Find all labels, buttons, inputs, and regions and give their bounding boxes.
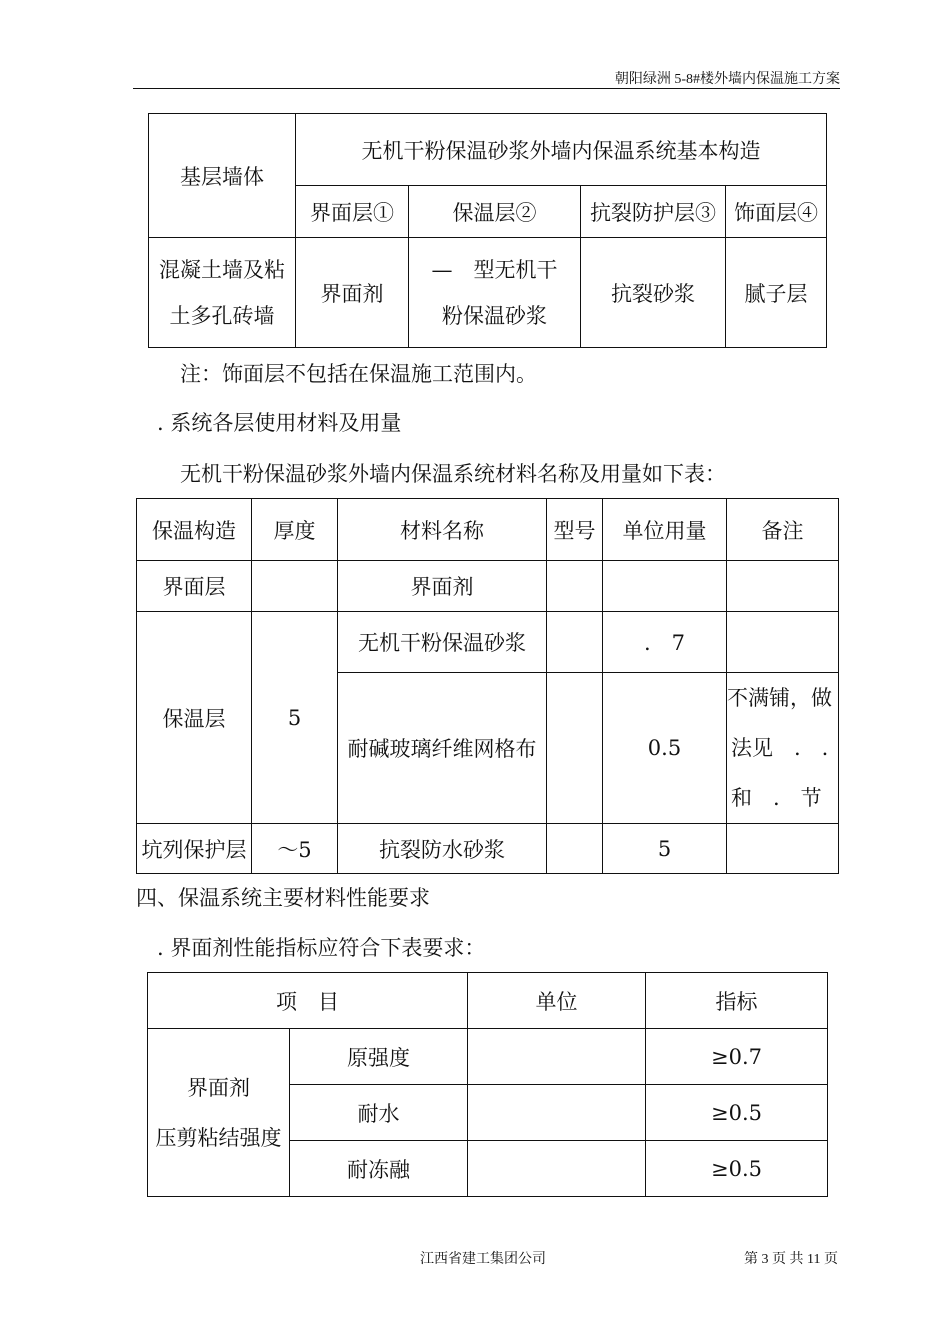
section-materials-heading: . 系统各层使用材料及用量 <box>157 411 402 435</box>
fiberglass-mesh-usage: 0.5 <box>603 673 727 824</box>
layer-insulation: 保温层② <box>409 186 581 238</box>
insulation-mortar-material: 无机干粉保温砂浆 <box>338 612 547 673</box>
interface-intro: . 界面剂性能指标应符合下表要求： <box>157 936 486 960</box>
layer-finish: 饰面层④ <box>726 186 827 238</box>
interface-layer-cell: 界面层 <box>137 561 252 612</box>
item-original-strength: 原强度 <box>290 1029 468 1085</box>
base-wall-line1: 混凝土墙及粘 <box>159 257 285 282</box>
putty-cell: 腻子层 <box>726 238 827 348</box>
materials-intro: 无机干粉保温砂浆外墙内保温系统材料名称及用量如下表： <box>180 462 726 486</box>
bond-strength-group: 界面剂 压剪粘结强度 <box>148 1029 290 1197</box>
header-remark: 备注 <box>727 499 839 561</box>
insulation-mortar-usage: . 7 <box>603 612 727 673</box>
value-original-strength: ≥0.7 <box>646 1029 828 1085</box>
item-water-resistance: 耐水 <box>290 1085 468 1141</box>
header-index: 指标 <box>646 973 828 1029</box>
interface-spec-table <box>147 972 828 1197</box>
header-model: 型号 <box>547 499 603 561</box>
header-thickness: 厚度 <box>252 499 338 561</box>
insulation-mortar-cell <box>409 238 581 348</box>
interface-agent-material: 界面剂 <box>338 561 547 612</box>
construction-table <box>148 113 827 348</box>
value-freeze-thaw: ≥0.5 <box>646 1141 828 1197</box>
crack-mortar-cell: 抗裂砂浆 <box>581 238 726 348</box>
header-material: 材料名称 <box>338 499 547 561</box>
base-wall-cell <box>149 238 296 348</box>
protective-layer-cell: 坑列保护层 <box>137 824 252 874</box>
base-wall-header: 基层墙体 <box>149 114 296 238</box>
footer-page-number: 第 3 页 共 11 页 <box>744 1252 838 1267</box>
waterproof-mortar-material: 抗裂防水砂浆 <box>338 824 547 874</box>
interface-agent-cell: 界面剂 <box>296 238 409 348</box>
header-construct: 保温构造 <box>137 499 252 561</box>
header-rule <box>133 88 840 89</box>
header-unit: 单位 <box>468 973 646 1029</box>
layer-interface: 界面层① <box>296 186 409 238</box>
protective-thickness: ～5 <box>252 824 338 874</box>
item-freeze-thaw: 耐冻融 <box>290 1141 468 1197</box>
layer-crack-protection: 抗裂防护层③ <box>581 186 726 238</box>
insulation-layer-cell: 保温层 <box>137 612 252 824</box>
mesh-remark: 不满铺，做 法见 . . 和 . 节 <box>727 673 839 824</box>
value-water-resistance: ≥0.5 <box>646 1085 828 1141</box>
waterproof-mortar-usage: 5 <box>603 824 727 874</box>
header-item: 项 目 <box>148 973 468 1029</box>
insulation-line2: 粉保温砂浆 <box>442 303 547 328</box>
note-text: 注：饰面层不包括在保温施工范围内。 <box>180 362 537 386</box>
footer-company: 江西省建工集团公司 <box>420 1252 546 1267</box>
section4-heading: 四、保温系统主要材料性能要求 <box>136 886 430 910</box>
fiberglass-mesh-material: 耐碱玻璃纤维网格布 <box>338 673 547 824</box>
header-title: 朝阳绿洲 5-8#楼外墙内保温施工方案 <box>614 72 840 87</box>
system-title: 无机干粉保温砂浆外墙内保温系统基本构造 <box>296 114 827 186</box>
base-wall-line2: 土多孔砖墙 <box>169 303 275 328</box>
insulation-thickness: 5 <box>252 612 338 824</box>
header-usage: 单位用量 <box>603 499 727 561</box>
materials-table <box>136 498 839 874</box>
insulation-line1: — 型无机干 <box>431 257 558 282</box>
